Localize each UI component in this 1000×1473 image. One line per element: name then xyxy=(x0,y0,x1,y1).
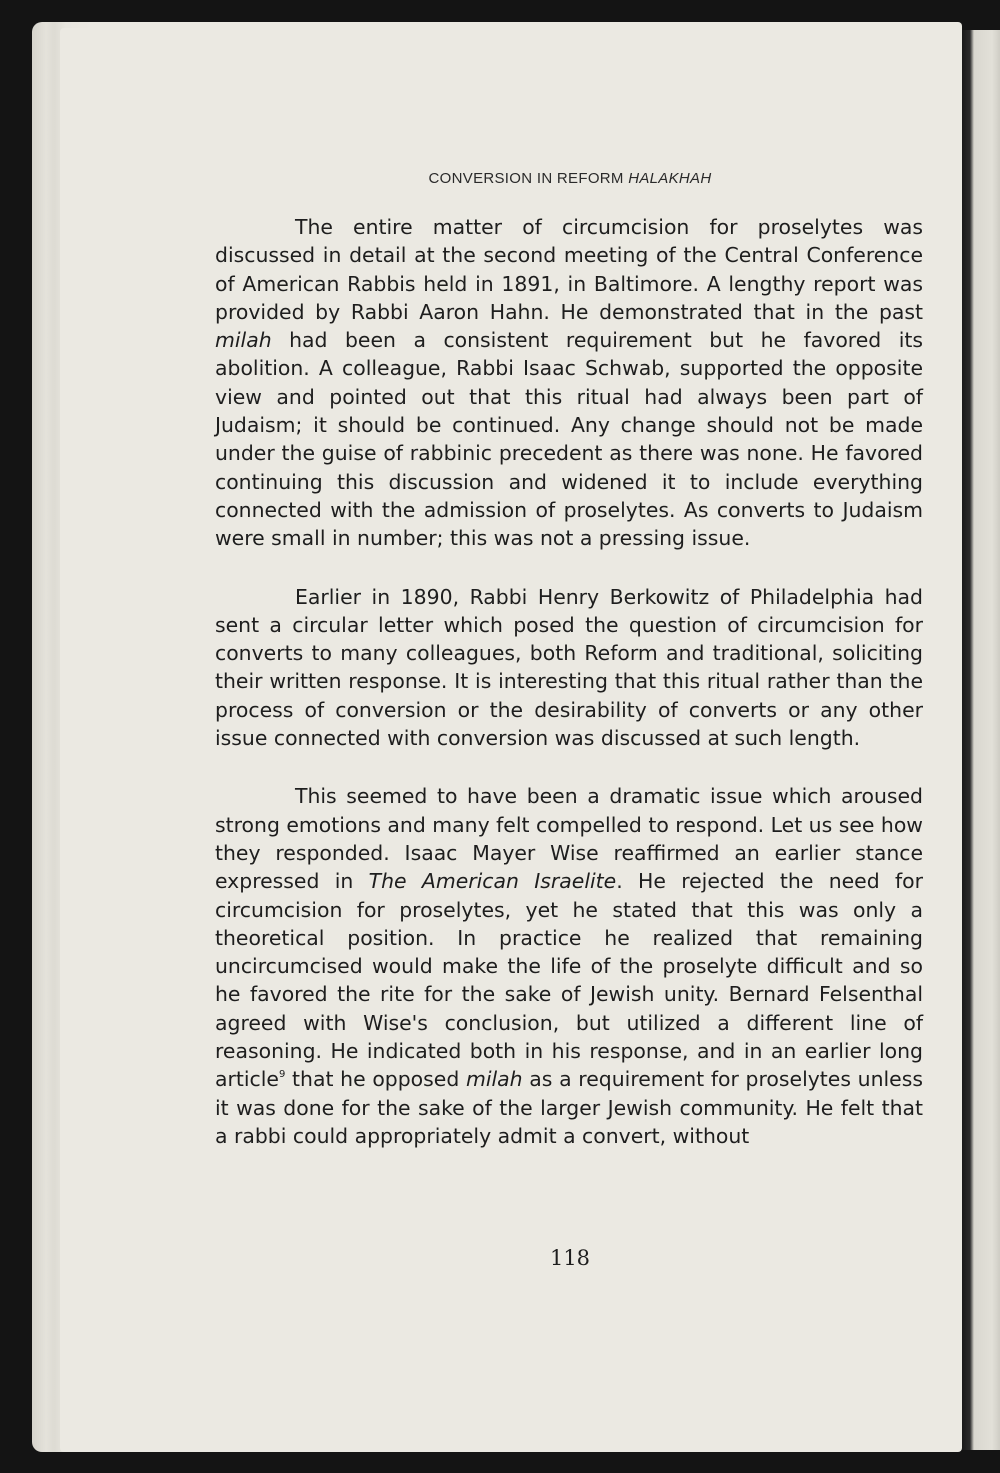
running-head-italic: HALAKHAH xyxy=(628,170,712,187)
facing-page-edge xyxy=(962,30,1000,1450)
paragraph-text: that he opposed xyxy=(285,1067,466,1092)
paragraph-text: This seemed to have been a dramatic issue which aroused strong emotions and many felt compelled to respond. Let us see how they responded. Isaac Mayer Wise reaffirmed an earlier stance expressed in xyxy=(215,784,923,894)
footnote-marker: 9 xyxy=(278,1069,286,1081)
paragraph-text: Earlier in 1890, Rabbi Henry Berkowitz of Philadelphia had sent a circular letter which posed the question of circumcision for converts to many colleagues, both Reform and traditional, soliciting their written response. It is interesting that this ritual rather than the process of conversion or the desirability of converts or any other issue connected with conversion was discussed at such length. xyxy=(215,584,923,751)
page-number: 118 xyxy=(549,1246,591,1270)
italic-term: milah xyxy=(465,1067,523,1092)
paragraph-1 xyxy=(215,213,923,553)
paragraph-text: had been a consistent requirement but he favored its abolition. A colleague, Rabbi Isaac Schwab, supported the opposite view and pointed out that this ritual had always been part of Judaism; it should be continued. Any change should not be made under the guise of rabbinic precedent as there was none. He favored continuing this discussion and widened it to include everything connected with the admission of proselytes. As converts to Judaism were small in number; this was not a pressing issue. xyxy=(215,328,923,551)
paragraph-text: as a requirement for proselytes unless it was done for the sake of the larger Jewish community. He felt that a rabbi could appropriately admit a convert, without xyxy=(215,1067,923,1148)
body-text xyxy=(215,213,923,1150)
paragraph-text: . He rejected the need for circumcision for proselytes, yet he stated that this was only a theoretical position. In practice he realized that remaining uncircumcised would make the life of the proselyte difficult and so he favored the rite for the sake of Jewish unity. Bernard Felsenthal agreed with Wise's conclusion, but utilized a different line of reasoning. He indicated both in his response, and in an earlier long article xyxy=(215,869,924,1092)
paragraph-text: The entire matter of circumcision for proselytes was discussed in detail at the second meeting of the Central Conference of American Rabbis held in 1891, in Baltimore. A lengthy report was provided by Rabbi Aaron Hahn. He demonstrated that in the past xyxy=(215,215,923,324)
paragraph-3 xyxy=(215,782,923,1150)
italic-term: milah xyxy=(215,328,272,353)
running-head xyxy=(215,170,925,187)
running-head-text: CONVERSION IN REFORM xyxy=(428,170,624,187)
paragraph-2 xyxy=(215,583,923,753)
italic-title: The American Israelite xyxy=(368,869,617,894)
